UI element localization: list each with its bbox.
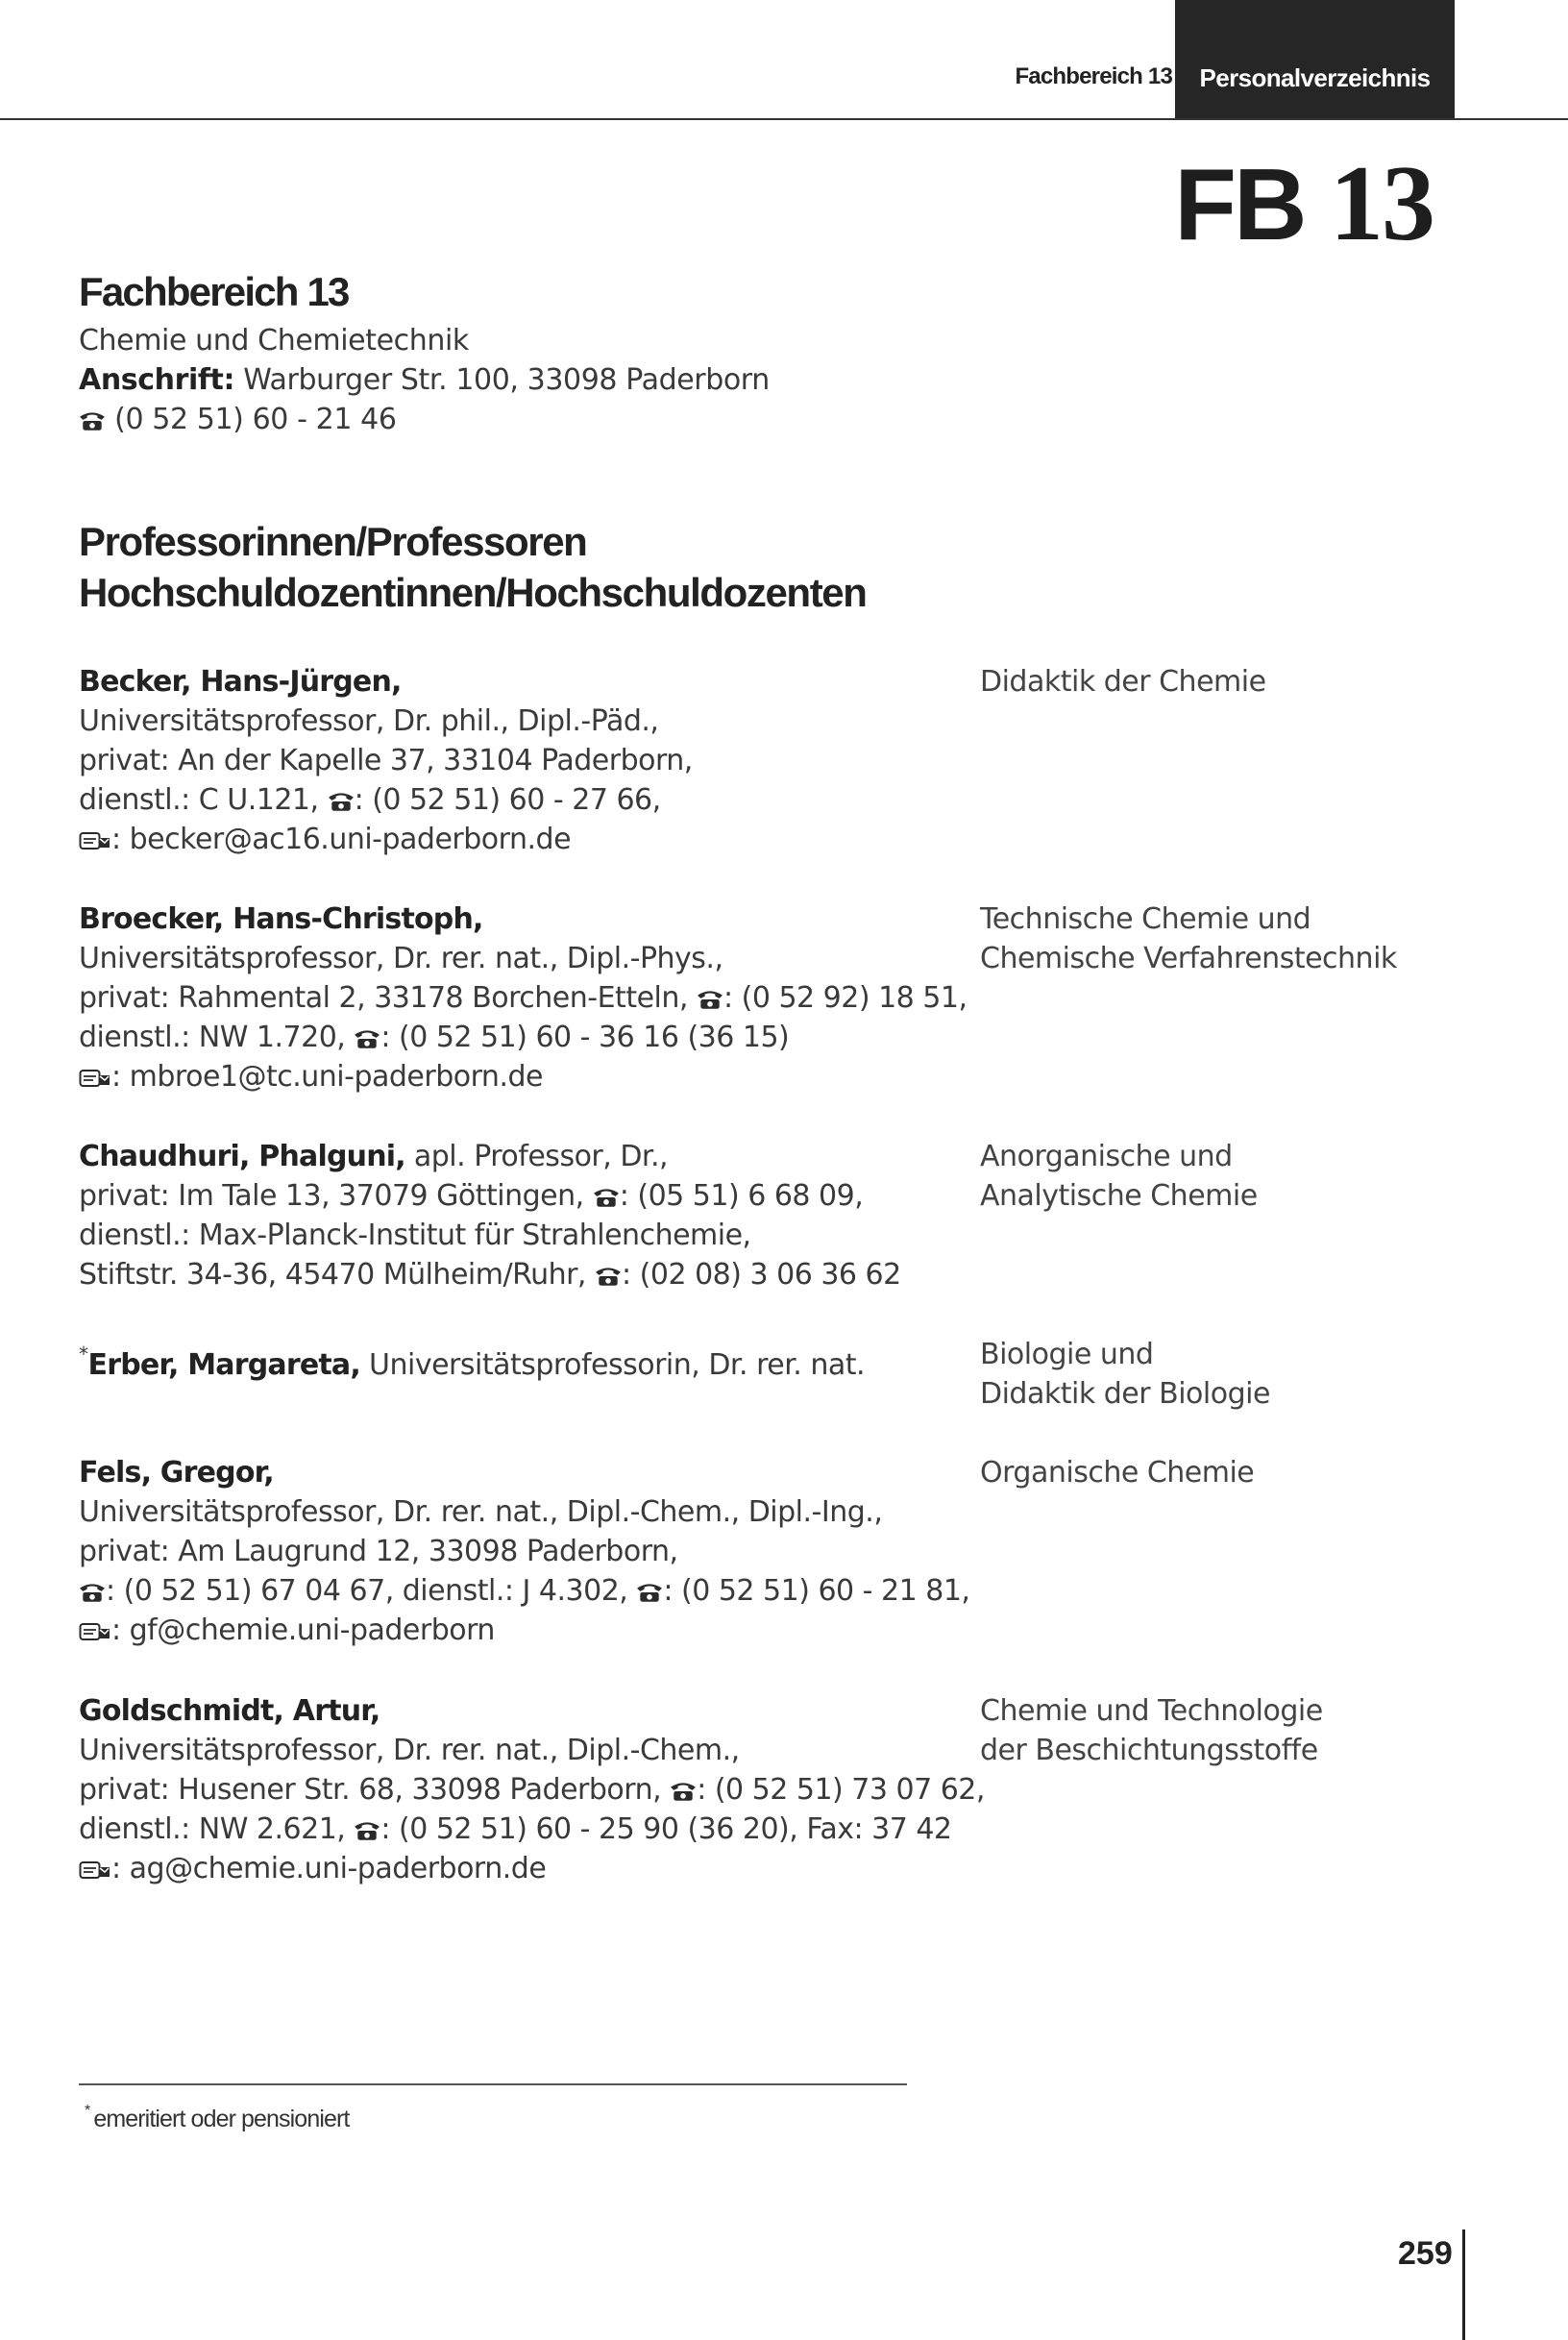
person-email bbox=[79, 1849, 985, 1888]
department-phone bbox=[79, 403, 397, 436]
header-rule bbox=[0, 118, 1568, 120]
person-field bbox=[980, 1453, 1254, 1492]
person-email bbox=[79, 1611, 969, 1650]
office-phone: : (02 08) 3 06 36 62 bbox=[622, 1258, 901, 1292]
office-phone: : (0 52 51) 60 - 27 66, bbox=[354, 783, 661, 817]
field-line: Didaktik der Chemie bbox=[980, 665, 1266, 699]
section-title-lecturers: Hochschuldozentinnen/Hochschuldozenten bbox=[79, 570, 867, 615]
private-address-text: privat: Im Tale 13, 37079 Göttingen, bbox=[79, 1179, 584, 1213]
office-phone: : (0 52 51) 60 - 25 90 (36 20), Fax: 37 42 bbox=[380, 1812, 952, 1846]
person-title: Universitätsprofessor, Dr. rer. nat., Dipl.-Chem., Dipl.-Ing., bbox=[79, 1495, 883, 1529]
person-name: Goldschmidt, Artur, bbox=[79, 1694, 380, 1728]
department-address bbox=[79, 363, 770, 397]
email-icon bbox=[79, 1068, 111, 1089]
person-private-address bbox=[79, 978, 967, 1018]
office-room: dienstl.: NW 1.720, bbox=[79, 1021, 346, 1054]
field-line: Chemie und Technologie bbox=[980, 1694, 1323, 1728]
faculty-badge-number: 13 bbox=[1330, 144, 1433, 263]
header-section-label: Fachbereich 13 bbox=[1015, 63, 1172, 89]
person-private-address: privat: Am Laugrund 12, 33098 Paderborn, bbox=[79, 1535, 678, 1568]
person-title: Universitätsprofessorin, Dr. rer. nat. bbox=[359, 1348, 866, 1382]
person-email bbox=[79, 820, 693, 859]
phone-icon bbox=[670, 1781, 697, 1802]
footnote-rule bbox=[79, 2083, 907, 2085]
phone-icon bbox=[79, 410, 106, 431]
faculty-badge-label: FB bbox=[1174, 148, 1305, 261]
phone-icon bbox=[636, 1582, 663, 1603]
field-line: Organische Chemie bbox=[980, 1456, 1255, 1490]
email-address[interactable]: : gf@chemie.uni-paderborn bbox=[111, 1613, 495, 1647]
email-icon bbox=[79, 830, 111, 851]
email-icon bbox=[79, 1860, 111, 1881]
department-title: Fachbereich 13 bbox=[79, 269, 349, 314]
person-office bbox=[79, 1810, 985, 1849]
phone-icon bbox=[593, 1187, 620, 1208]
page-number: 259 bbox=[1398, 2235, 1453, 2272]
person-details bbox=[79, 1335, 866, 1382]
person-field bbox=[980, 662, 1266, 702]
person-office-address bbox=[79, 1255, 901, 1294]
private-phone-and-office: : (0 52 51) 67 04 67, dienstl.: J 4.302, bbox=[106, 1574, 628, 1608]
person-field bbox=[980, 1137, 1258, 1216]
address-text: Warburger Str. 100, 33098 Paderborn bbox=[243, 363, 770, 397]
footnote bbox=[85, 2103, 349, 2133]
field-line: Analytische Chemie bbox=[980, 1179, 1258, 1213]
private-phone: : (0 52 92) 18 51, bbox=[723, 981, 968, 1015]
private-phone: : (05 51) 6 68 09, bbox=[619, 1179, 864, 1213]
email-address[interactable]: : mbroe1@tc.uni-paderborn.de bbox=[111, 1060, 543, 1094]
person-details bbox=[79, 1453, 969, 1650]
footnote-marker: * bbox=[85, 2103, 90, 2119]
field-line: Anorganische und bbox=[980, 1140, 1233, 1173]
person-title: Universitätsprofessor, Dr. rer. nat., Dipl.-Chem., bbox=[79, 1734, 740, 1767]
field-line: Chemische Verfahrenstechnik bbox=[980, 942, 1397, 975]
office-phone: : (0 52 51) 60 - 21 81, bbox=[663, 1574, 970, 1608]
person-name: Fels, Gregor, bbox=[79, 1456, 274, 1490]
department-subtitle: Chemie und Chemietechnik bbox=[79, 324, 469, 357]
person-title: Universitätsprofessor, Dr. rer. nat., Dipl.-Phys., bbox=[79, 942, 723, 975]
header-tab bbox=[1175, 0, 1455, 118]
person-name: Chaudhuri, Phalguni, bbox=[79, 1140, 405, 1173]
person-title: apl. Professor, Dr., bbox=[404, 1140, 669, 1173]
person-field bbox=[980, 1335, 1270, 1414]
office-room: dienstl.: NW 2.621, bbox=[79, 1812, 346, 1846]
page-number-rule bbox=[1462, 2229, 1465, 2340]
person-details bbox=[79, 662, 693, 859]
person-details bbox=[79, 899, 967, 1096]
person-phones bbox=[79, 1571, 969, 1611]
section-title-professors: Professorinnen/Professoren bbox=[79, 519, 587, 564]
office-phone: : (0 52 51) 60 - 36 16 (36 15) bbox=[380, 1021, 790, 1054]
footnote-text: emeritiert oder pensioniert bbox=[93, 2106, 350, 2132]
email-address[interactable]: : ag@chemie.uni-paderborn.de bbox=[111, 1852, 547, 1885]
person-private-address: privat: An der Kapelle 37, 33104 Paderborn, bbox=[79, 744, 693, 777]
person-office bbox=[79, 1018, 967, 1057]
field-line: Didaktik der Biologie bbox=[980, 1377, 1270, 1411]
person-details bbox=[79, 1691, 985, 1888]
person-name: Erber, Margareta, bbox=[87, 1348, 360, 1382]
phone-icon bbox=[354, 1820, 380, 1841]
email-address[interactable]: : becker@ac16.uni-paderborn.de bbox=[111, 823, 572, 856]
field-line: Technische Chemie und bbox=[980, 902, 1311, 936]
person-name: Becker, Hans-Jürgen, bbox=[79, 665, 402, 699]
header-tab-label: Personalverzeichnis bbox=[1199, 63, 1431, 92]
phone-icon bbox=[354, 1028, 380, 1049]
email-icon bbox=[79, 1621, 111, 1642]
field-line: Biologie und bbox=[980, 1338, 1154, 1371]
private-phone: : (0 52 51) 73 07 62, bbox=[697, 1773, 985, 1807]
private-address-text: privat: Husener Str. 68, 33098 Paderborn, bbox=[79, 1773, 662, 1807]
person-field bbox=[980, 1691, 1323, 1770]
person-office: dienstl.: Max-Planck-Institut für Strahlenchemie, bbox=[79, 1219, 751, 1252]
field-line: der Beschichtungsstoffe bbox=[980, 1734, 1318, 1767]
person-email bbox=[79, 1057, 967, 1096]
phone-icon bbox=[697, 989, 723, 1010]
phone-icon bbox=[595, 1266, 622, 1287]
phone-icon bbox=[79, 1582, 106, 1603]
person-private-address bbox=[79, 1770, 985, 1810]
private-address-text: privat: Rahmental 2, 33178 Borchen-Etteln, bbox=[79, 981, 688, 1015]
person-name: Broecker, Hans-Christoph, bbox=[79, 902, 483, 936]
person-office bbox=[79, 780, 693, 820]
person-details bbox=[79, 1137, 901, 1294]
address-label: Anschrift: bbox=[79, 363, 235, 397]
person-field bbox=[980, 899, 1397, 978]
department-phone-number: (0 52 51) 60 - 21 46 bbox=[114, 403, 397, 436]
emeritus-marker: * bbox=[79, 1342, 88, 1366]
phone-icon bbox=[328, 791, 355, 812]
person-title: Universitätsprofessor, Dr. phil., Dipl.-Päd., bbox=[79, 704, 659, 738]
person-private-address bbox=[79, 1176, 901, 1216]
office-room: dienstl.: C U.121, bbox=[79, 783, 319, 817]
faculty-badge bbox=[1174, 142, 1433, 266]
office-address-text: Stiftstr. 34-36, 45470 Mülheim/Ruhr, bbox=[79, 1258, 586, 1292]
